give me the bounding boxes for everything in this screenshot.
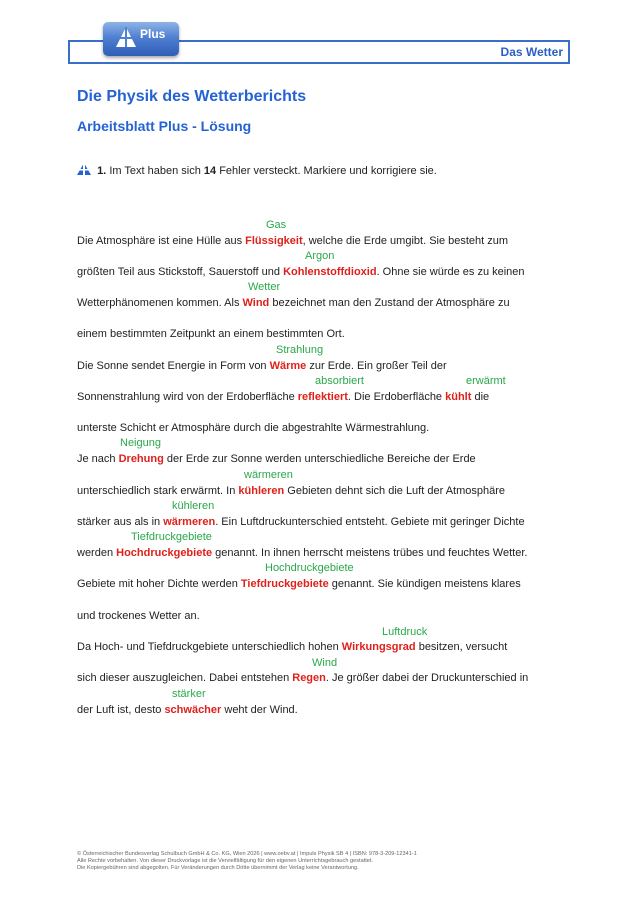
text-line: unterschiedlich stark erwärmt. In kühleren Gebieten dehnt sich die Luft der Atmosphäre	[77, 485, 506, 497]
text-line: Gebiete mit hoher Dichte werden Tiefdruckgebiete genannt. Sie kündigen meistens klares	[77, 578, 521, 590]
task-text-after: Fehler versteckt. Markiere und korrigiere sie.	[219, 165, 437, 177]
error-word: Wind	[242, 297, 270, 309]
correction: Hochdruckgebiete	[265, 562, 354, 574]
correction: Neigung	[120, 437, 161, 449]
task-instruction	[77, 163, 437, 177]
section-title: Das Wetter	[500, 45, 563, 59]
error-word: Drehung	[118, 453, 164, 465]
text-line: Sonnenstrahlung wird von der Erdoberfläche reflektiert. Die Erdoberfläche kühlt die	[77, 391, 490, 403]
correction: Luftdruck	[382, 626, 428, 638]
page-title: Die Physik des Wetterberichts	[77, 88, 307, 105]
error-word: Tiefdruckgebiete	[240, 578, 329, 590]
correction: wärmeren	[244, 469, 293, 481]
text-line: stärker aus als in wärmeren. Ein Luftdruckunterschied entsteht. Gebiete mit geringer Dichte	[77, 516, 525, 528]
error-word: Kohlenstoffdioxid	[283, 266, 377, 278]
error-word: Wärme	[269, 360, 307, 372]
correction: absorbiert	[315, 375, 364, 387]
correction: Gas	[266, 219, 287, 231]
text-line: Die Sonne sendet Energie in Form von Wärme zur Erde. Ein großer Teil der	[77, 360, 447, 372]
task-text-before: Im Text haben sich	[109, 165, 201, 177]
text-line: Da Hoch- und Tiefdruckgebiete unterschiedlich hohen Wirkungsgrad besitzen, versucht	[77, 641, 508, 653]
text-line: Die Atmosphäre ist eine Hülle aus Flüssigkeit, welche die Erde umgibt. Sie besteht zum	[77, 235, 509, 247]
text-line: größten Teil aus Stickstoff, Sauerstoff und Kohlenstoffdioxid. Ohne sie würde es zu keinen	[77, 266, 525, 278]
correction: Wind	[312, 657, 338, 669]
correction: Wetter	[248, 281, 281, 293]
pyramid-icon	[77, 163, 91, 175]
text-line: und trockenes Wetter an.	[77, 610, 200, 622]
text-line: Je nach Drehung der Erde zur Sonne werden unterschiedliche Bereiche der Erde	[77, 453, 476, 465]
text-line: werden Hochdruckgebiete genannt. In ihnen herrscht meistens trübes und feuchtes Wetter.	[77, 547, 528, 559]
footer-disclaimer: Die Kopiergebühren sind abgegolten. Für Veränderungen durch Dritte übernimmt der Verlag keine Verantwortung.	[77, 865, 359, 871]
error-word: kühleren	[238, 485, 285, 497]
text-line: unterste Schicht er Atmosphäre durch die abgestrahlte Wärmestrahlung.	[77, 422, 430, 434]
task-count: 14	[203, 165, 217, 177]
error-word: Hochdruckgebiete	[116, 547, 213, 559]
error-word: Regen	[292, 672, 326, 684]
error-word: Wirkungsgrad	[341, 641, 416, 653]
pyramid-icon	[115, 25, 137, 51]
footer-rights: Alle Rechte vorbehalten. Von dieser Druckvorlage ist die Vervielfältigung für den eigenen Unterrichtsgebrauch gestattet.	[77, 858, 374, 864]
correction: stärker	[172, 688, 206, 700]
error-word: wärmeren	[163, 516, 216, 528]
correction: erwärmt	[466, 375, 506, 387]
correction: Strahlung	[276, 344, 324, 356]
text-line: der Luft ist, desto schwächer weht der Wind.	[77, 704, 298, 716]
correction: Argon	[305, 250, 335, 262]
text-line: Wetterphänomenen kommen. Als Wind bezeichnet man den Zustand der Atmosphäre zu	[77, 297, 510, 309]
page-subtitle: Arbeitsblatt Plus - Lösung	[77, 118, 252, 134]
error-word: Flüssigkeit	[245, 235, 303, 247]
correction: Tiefdruckgebiete	[131, 531, 212, 543]
task-number: 1.	[97, 165, 107, 177]
error-word: reflektiert	[297, 391, 348, 403]
error-word: schwächer	[164, 704, 222, 716]
text-line: einem bestimmten Zeitpunkt an einem bestimmten Ort.	[77, 328, 345, 340]
footer-copyright: © Österreichischer Bundesverlag Schulbuch GmbH & Co. KG, Wien 2026 | www.oebv.at | Impuls Physik SB 4 | ISBN: 978-3-209-12341-1	[77, 851, 417, 857]
text-line: sich dieser auszugleichen. Dabei entstehen Regen. Je größer dabei der Druckunterschied in	[77, 672, 529, 684]
correction: kühleren	[172, 500, 215, 512]
footer	[77, 851, 417, 872]
error-word: kühlt	[445, 391, 472, 403]
logo-text: Plus	[140, 27, 166, 41]
